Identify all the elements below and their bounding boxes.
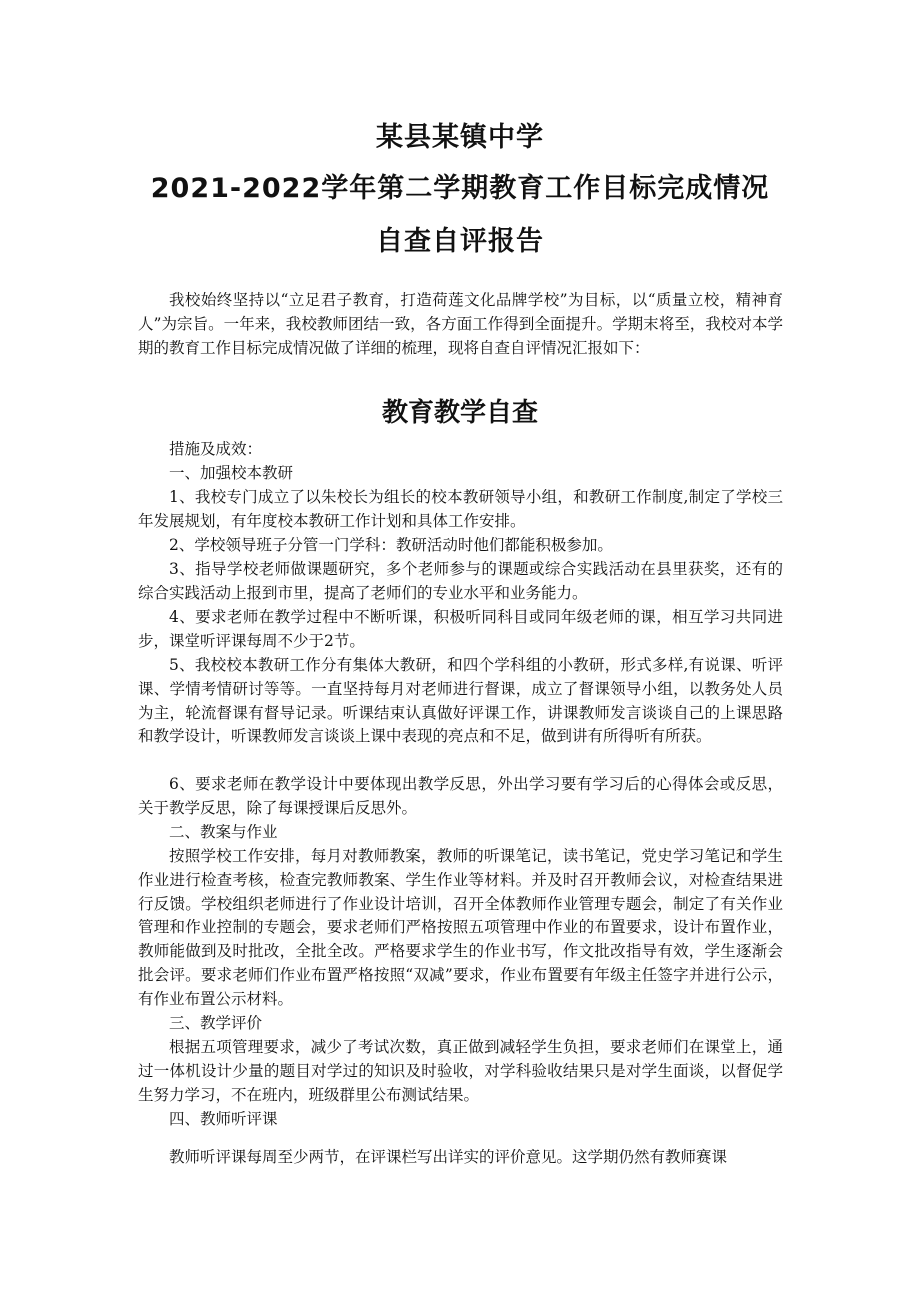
part1-item-2: 2、学校领导班子分管一门学科：教研活动时他们都能积极参加。	[169, 536, 613, 554]
part1-item-5: 5、我校校本教研工作分有集体大教研，和四个学科组的小教研，形式多样,有说课、听评课、学情考情研讨等等。一直坚持每月对老师进行督课，成立了督课领导小组，以教务处人员为主，轮流督课有督导记录。听课结束认真做好评课工作，讲课教师发言谈谈自己的上课思路和教学设计，听课教师发言谈谈上课中表现的亮点和不足，做到讲有所得听有所获。	[138, 656, 783, 746]
part2-paragraph: 按照学校工作安排，每月对教师教案，教师的听课笔记，读书笔记，党史学习笔记和学生作业进行检查考核，检查完教师教案、学生作业等材料。并及时召开教师会议，对检查结果进行反馈。学校组织老师进行了作业设计培训，召开全体教师作业管理专题会，制定了有关作业管理和作业控制的专题会，要求老师们严格按照五项管理中作业的布置要求，设计布置作业，教师能做到及时批改，全批全改。严格要求学生的作业书写，作文批改指导有效，学生逐渐会批会评。要求老师们作业布置严格按照“双减”要求，作业布置要有年级主任签字并进行公示，有作业布置公示材料。	[138, 847, 783, 1008]
part3-paragraph: 根据五项管理要求，减少了考试次数，真正做到减轻学生负担，要求老师们在课堂上，通过一体机设计少量的题目对学过的知识及时验收，对学科验收结果只是对学生面谈，以督促学生努力学习，不在班内，班级群里公布测试结果。	[138, 1038, 783, 1104]
part4-heading: 四、教师听评课	[169, 1110, 278, 1128]
measures-label: 措施及成效：	[169, 440, 263, 458]
part2-heading: 二、教案与作业	[169, 823, 278, 841]
intro-paragraph: 我校始终坚持以“立足君子教育，打造荷莲文化品牌学校”为目标，以“质量立校，精神育人”为宗旨。一年来，我校教师团结一致，各方面工作得到全面提升。学期末将至，我校对本学期的教育工作目标完成情况做了详细的梳理，现将自查自评情况汇报如下：	[138, 291, 783, 357]
part1-item-3: 3、指导学校老师做课题研究，多个老师参与的课题或综合实践活动在县里获奖，还有的综合实践活动上报到市里，提高了老师们的专业水平和业务能力。	[138, 560, 783, 602]
part1-heading: 一、加强校本教研	[169, 464, 294, 482]
part1-item-6: 6、要求老师在教学设计中要体现出教学反思，外出学习要有学习后的心得体会或反思，关于教学反思，除了每课授课后反思外。	[138, 775, 783, 817]
part3-heading: 三、教学评价	[169, 1014, 263, 1032]
part1-item-4: 4、要求老师在教学过程中不断听课，积极听同科目或同年级老师的课，相互学习共同进步，课堂听评课每周不少于2节。	[138, 608, 783, 650]
report-title-type: 自查自评报告	[376, 226, 544, 257]
part4-paragraph: 教师听评课每周至少两节，在评课栏写出详实的评价意见。这学期仍然有教师赛课	[169, 1148, 728, 1166]
report-title-period: 2021-2022学年第二学期教育工作目标完成情况	[150, 173, 770, 204]
section-heading: 教育教学自查	[381, 398, 538, 428]
part1-item-1: 1、我校专门成立了以朱校长为组长的校本教研领导小组，和教研工作制度,制定了学校三年发展规划，有年度校本教研工作计划和具体工作安排。	[138, 488, 783, 530]
report-title-school: 某县某镇中学	[376, 122, 544, 153]
